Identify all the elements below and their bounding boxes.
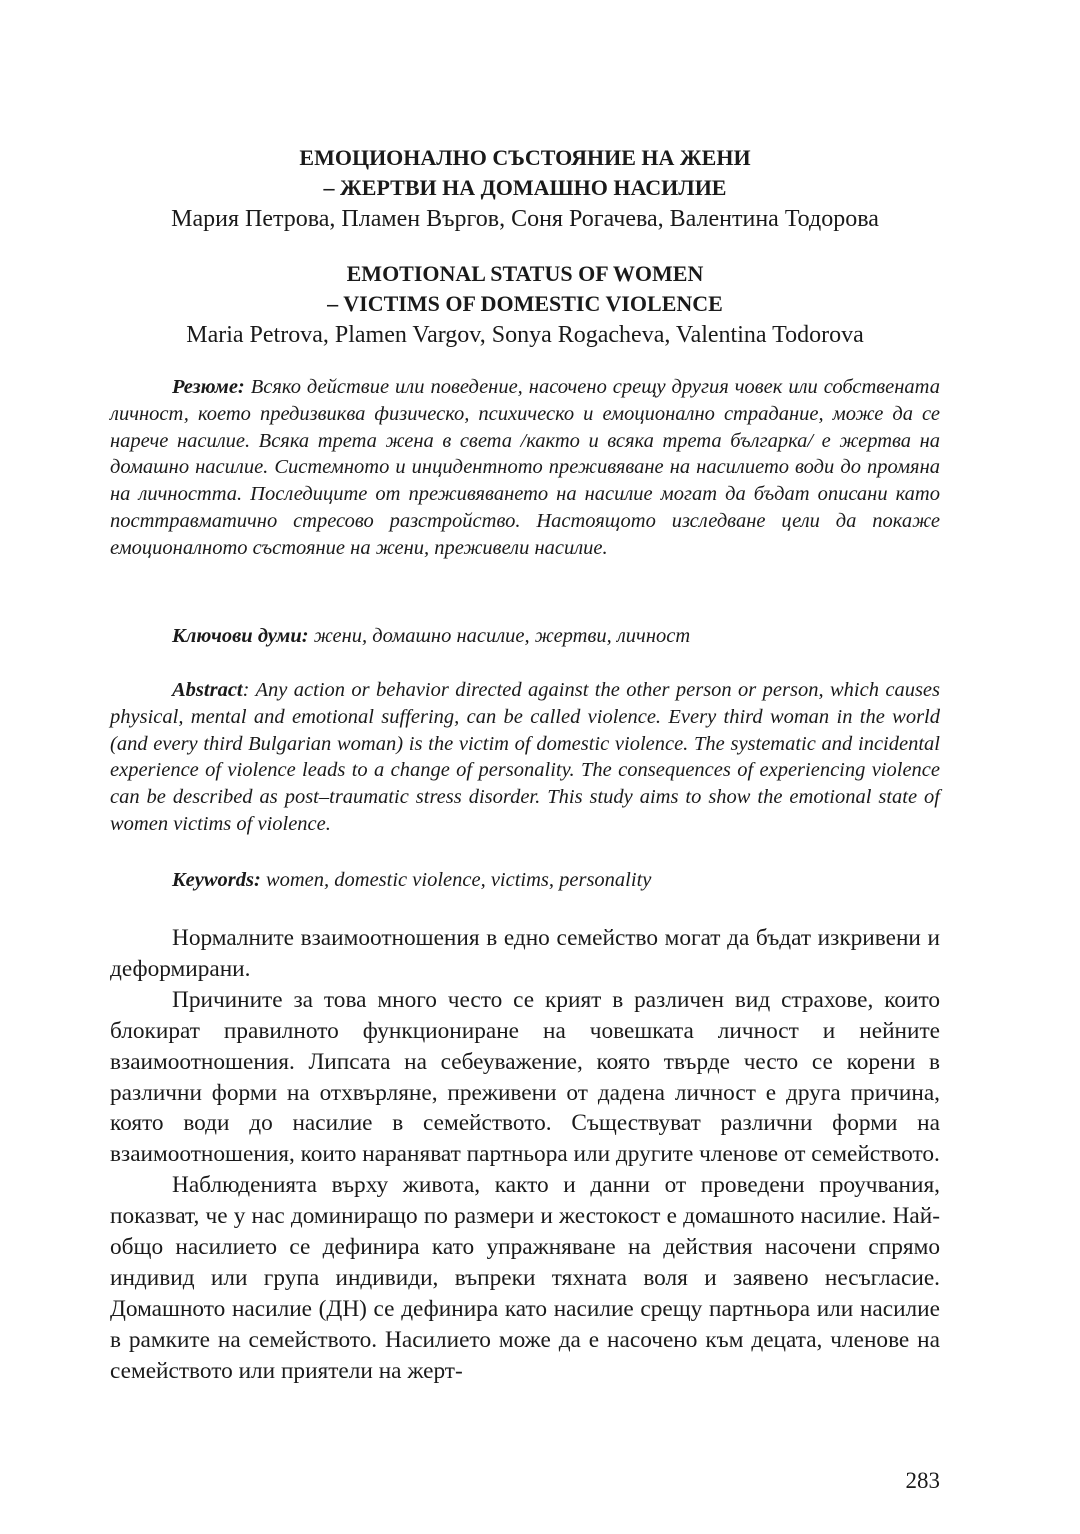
title-bg-line-1: ЕМОЦИОНАЛНО СЪСТОЯНИЕ НА ЖЕНИ bbox=[299, 145, 751, 170]
body-paragraph-2: Причините за това много често се крият в различен вид страхове, които блокират правилното функциониране на човешката личност и нейните взаимоотношения. Липсата на себеуважение, която твърде често се корени в различни форми на отхвърляне, преживени от дадена личност е друга причина, която води до насилие в семейството. Съществуват различни форми на взаимоотношения, които нараняват партньора или другите членове от семейството. bbox=[110, 986, 940, 1168]
title-block-bulgarian bbox=[110, 143, 940, 235]
abstract-en-text: : Any action or behavior directed against the other person or person, which causes physical, mental and emotional suffering, can be called violence. Every third woman in the world (and every third Bulgarian woman) is the victim of domestic violence. The systematic and incidental experience of violence leads to a change of personality. The consequences of experiencing violence can be described as post–traumatic stress disorder. This study aims to show the emotional state of women victims of violence. bbox=[110, 679, 940, 835]
abstract-bg-text: Всяко действие или поведение, насочено срещу другия човек или собствената личност, което предизвиква физическо, психическо и емоционално страдание, може да се нарече насилие. Всяка трета жена в света /както и всяка трета българка/ е жертва на домашно насилие. Системното и инцидентното преживяване на насилието води до промяна на личността. Последиците от преживяването на насилие могат да бъдат описани като посттравматично стресово разстройство. Настоящото изследване цели да покаже емоционалното състояние на жени, преживели насилие. bbox=[110, 376, 940, 559]
abstract-bulgarian bbox=[110, 374, 940, 562]
title-en-line-1: EMOTIONAL STATUS OF WOMEN bbox=[346, 261, 704, 286]
keywords-bg-label: Ключови думи: bbox=[172, 625, 309, 647]
keywords-bulgarian bbox=[110, 623, 940, 650]
title-block-english bbox=[110, 259, 940, 351]
page-number: 283 bbox=[905, 1468, 940, 1493]
abstract-en-label: Abstract bbox=[172, 679, 243, 701]
abstract-english bbox=[110, 677, 940, 838]
body-text bbox=[110, 923, 940, 1387]
title-en-line-2: – VICTIMS OF DOMESTIC VIOLENCE bbox=[327, 291, 723, 316]
authors-english: Maria Petrova, Plamen Vargov, Sonya Rogacheva, Valentina Todorova bbox=[186, 322, 864, 348]
keywords-english bbox=[110, 867, 940, 894]
body-paragraph-1: Нормалните взаимоотношения в едно семейство могат да бъдат изкривени и деформирани. bbox=[110, 925, 940, 982]
keywords-en-text: women, domestic violence, victims, personality bbox=[260, 869, 652, 891]
keywords-bg-text: жени, домашно насилие, жертви, личност bbox=[308, 625, 691, 647]
body-paragraph-3: Наблюденията върху живота, както и данни от проведени проучвания, показват, че у нас доминиращо по размери и жестокост е домашното насилие. Най-общо насилието се дефинира като упражняване на действия насочени спрямо индивид или група индивиди, въпреки тяхната воля и заявено несъгласие. Домашното насилие (ДН) се дефинира като насилие срещу партньора или насилие в рамките на семейството. Насилието може да е насочено към децата, членове на семейството или приятели на жерт- bbox=[110, 1172, 940, 1384]
authors-bulgarian: Мария Петрова, Пламен Въргов, Соня Рогачева, Валентина Тодорова bbox=[171, 206, 879, 232]
paper-page bbox=[110, 0, 940, 1534]
title-bg-line-2: – ЖЕРТВИ НА ДОМАШНО НАСИЛИЕ bbox=[323, 175, 727, 200]
keywords-en-label: Keywords: bbox=[172, 869, 261, 891]
abstract-bg-label: Резюме: bbox=[172, 376, 245, 398]
